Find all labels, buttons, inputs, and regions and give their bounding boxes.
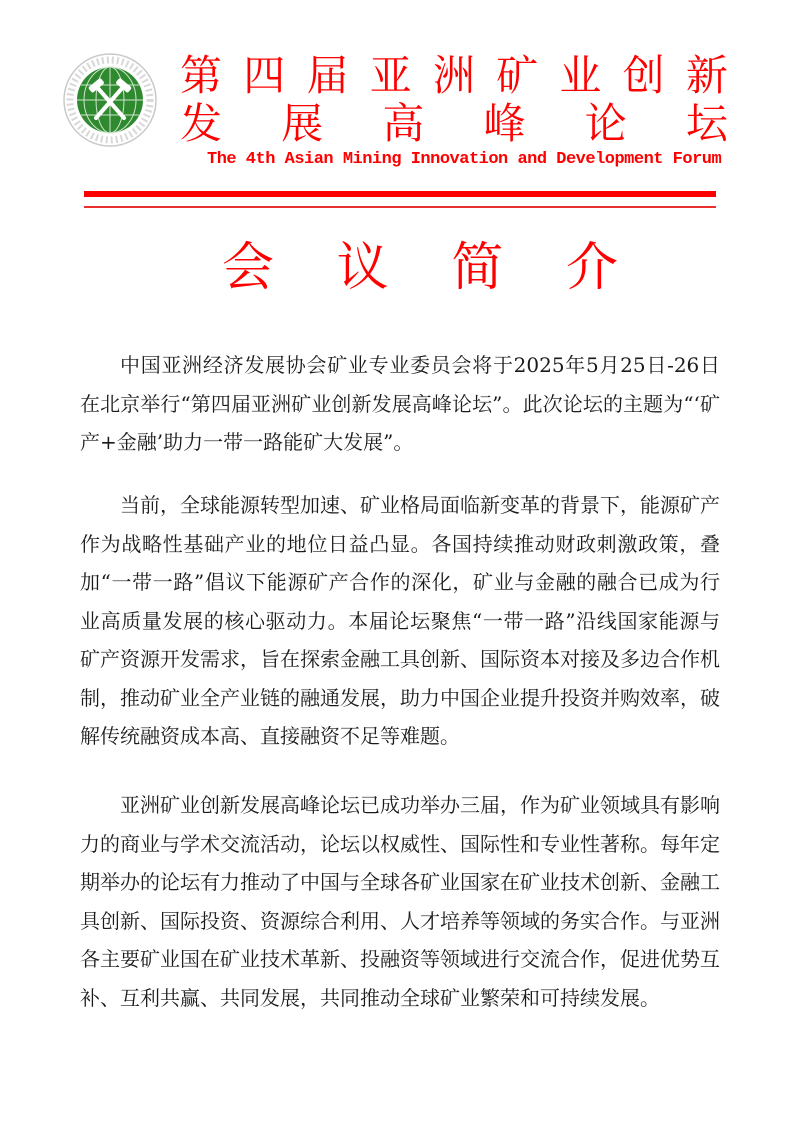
title-char: 展 [281,99,324,148]
title-char: 业 [559,51,602,100]
title-char: 届 [306,51,349,100]
forum-title-line1 [180,52,728,100]
title-char: 新 [685,51,728,100]
header-divider-thick [84,191,716,197]
paragraph-text: 中国亚洲经济发展协会矿业专业委员会将于2025年5月25日-26日在北京举行“第四届亚洲矿业创新发展高峰论坛”。此次论坛的主题为“‘矿产+金融’助力一带一路能矿大发展”。 [80,353,720,454]
title-char: 矿 [496,51,539,100]
crossed-hammers-globe-icon [62,52,158,148]
document-heading [222,238,618,298]
title-char: 四 [243,51,286,100]
title-char: 坛 [685,99,728,148]
title-char: 洲 [432,51,475,100]
title-char: 峰 [483,99,526,148]
heading-char: 会 [222,238,275,298]
title-char: 高 [382,99,425,148]
forum-logo [62,52,158,148]
paragraph-text: 当前，全球能源转型加速、矿业格局面临新变革的背景下，能源矿产作为战略性基础产业的地位日益凸显。各国持续推动财政刺激政策，叠加“一带一路”倡议下能源矿产合作的深化，矿业与金融的融合已成为行业高质量发展的核心驱动力。本届论坛聚焦“一带一路”沿线国家能源与矿产资源开发需求，旨在探索金融工具创新、国际资本对接及多边合作机制，推动矿业全产业链的融通发展，助力中国企业提升投资并购效率，破解传统融资成本高、直接融资不足等难题。 [80,493,720,748]
heading-char: 简 [451,238,504,298]
paragraph-text: 亚洲矿业创新发展高峰论坛已成功举办三届，作为矿业领域具有影响力的商业与学术交流活动，论坛以权威性、国际性和专业性著称。每年定期举办的论坛有力推动了中国与全球各矿业国家在矿业技术创新、金融工具创新、国际投资、资源综合利用、人才培养等领域的务实合作。与亚洲各主要矿业国在矿业技术革新、投融资等领域进行交流合作，促进优势互补、互利共赢、共同发展，共同推动全球矿业繁荣和可持续发展。 [80,793,720,1010]
title-char: 亚 [369,51,412,100]
heading-char: 介 [565,238,618,298]
body-paragraph-2 [80,486,720,756]
title-char: 第 [180,51,223,100]
header-divider-thin [84,206,716,208]
body-paragraph-3 [80,786,720,1017]
forum-title-line2 [180,100,728,148]
title-char: 创 [622,51,665,100]
body-paragraph-1 [80,346,720,462]
english-subtitle: The 4th Asian Mining Innovation and Development Forum [207,150,722,169]
heading-char: 议 [336,238,389,298]
title-char: 发 [180,99,223,148]
title-char: 论 [584,99,627,148]
